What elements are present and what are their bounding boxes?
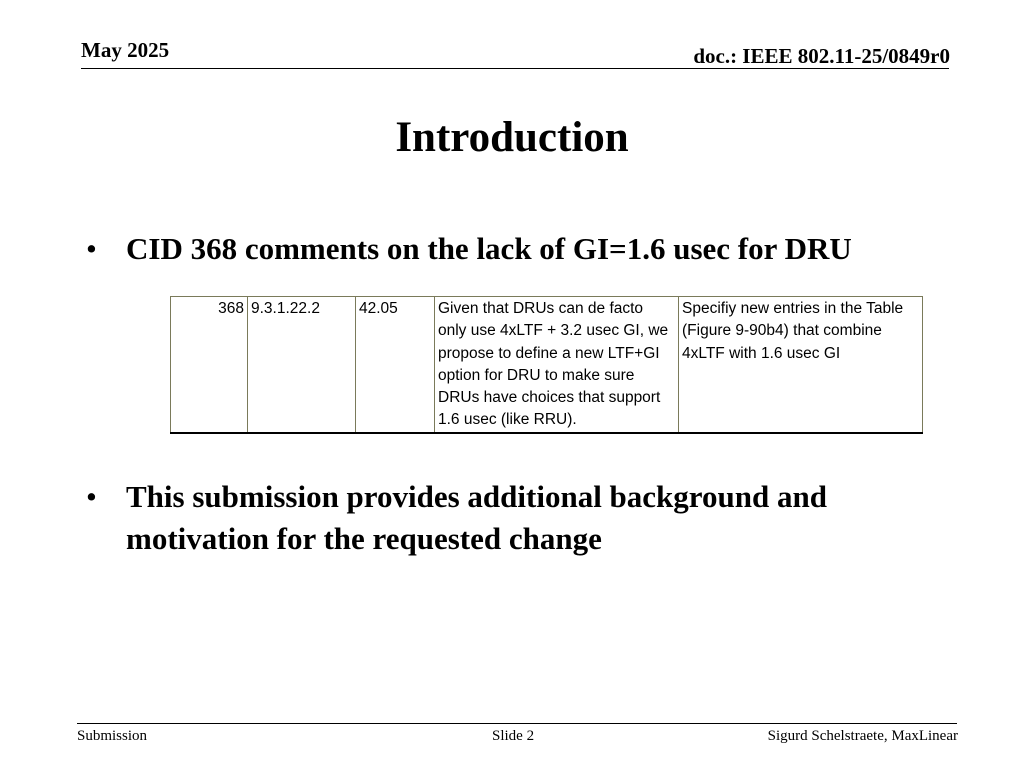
footer-submission: Submission [77, 728, 148, 744]
footer-divider [77, 723, 957, 724]
header-date: May 2025 [81, 38, 170, 62]
bullet-icon: • [86, 479, 97, 514]
slide-number: Slide 2 [492, 728, 535, 744]
bullet-item [86, 476, 916, 560]
footer-author: Sigurd Schelstraete, MaxLinear [767, 728, 958, 744]
bullet-icon: • [86, 231, 97, 266]
clause-cell: 9.3.1.22.2 [248, 297, 356, 433]
comment-table [170, 296, 923, 434]
bullet-item [86, 228, 916, 270]
document-id: doc.: IEEE 802.11-25/0849r0 [693, 44, 950, 68]
header-divider [81, 68, 949, 69]
page-cell: 42.05 [356, 297, 435, 433]
bullet-text: CID 368 comments on the lack of GI=1.6 usec for DRU [126, 231, 852, 266]
cid-cell: 368 [171, 297, 248, 433]
comment-cell: Given that DRUs can de facto only use 4xLTF + 3.2 usec GI, we propose to define a new LTF+GI option for DRU to make sure DRUs have choices that support 1.6 usec (like RRU). [435, 297, 679, 433]
bullet-text: This submission provides additional background and motivation for the requested change [126, 479, 827, 556]
proposed-change-cell: Specifiy new entries in the Table (Figure 9-90b4) that combine 4xLTF with 1.6 usec GI [679, 297, 923, 433]
table-row [171, 297, 923, 433]
slide-title: Introduction [395, 114, 629, 161]
